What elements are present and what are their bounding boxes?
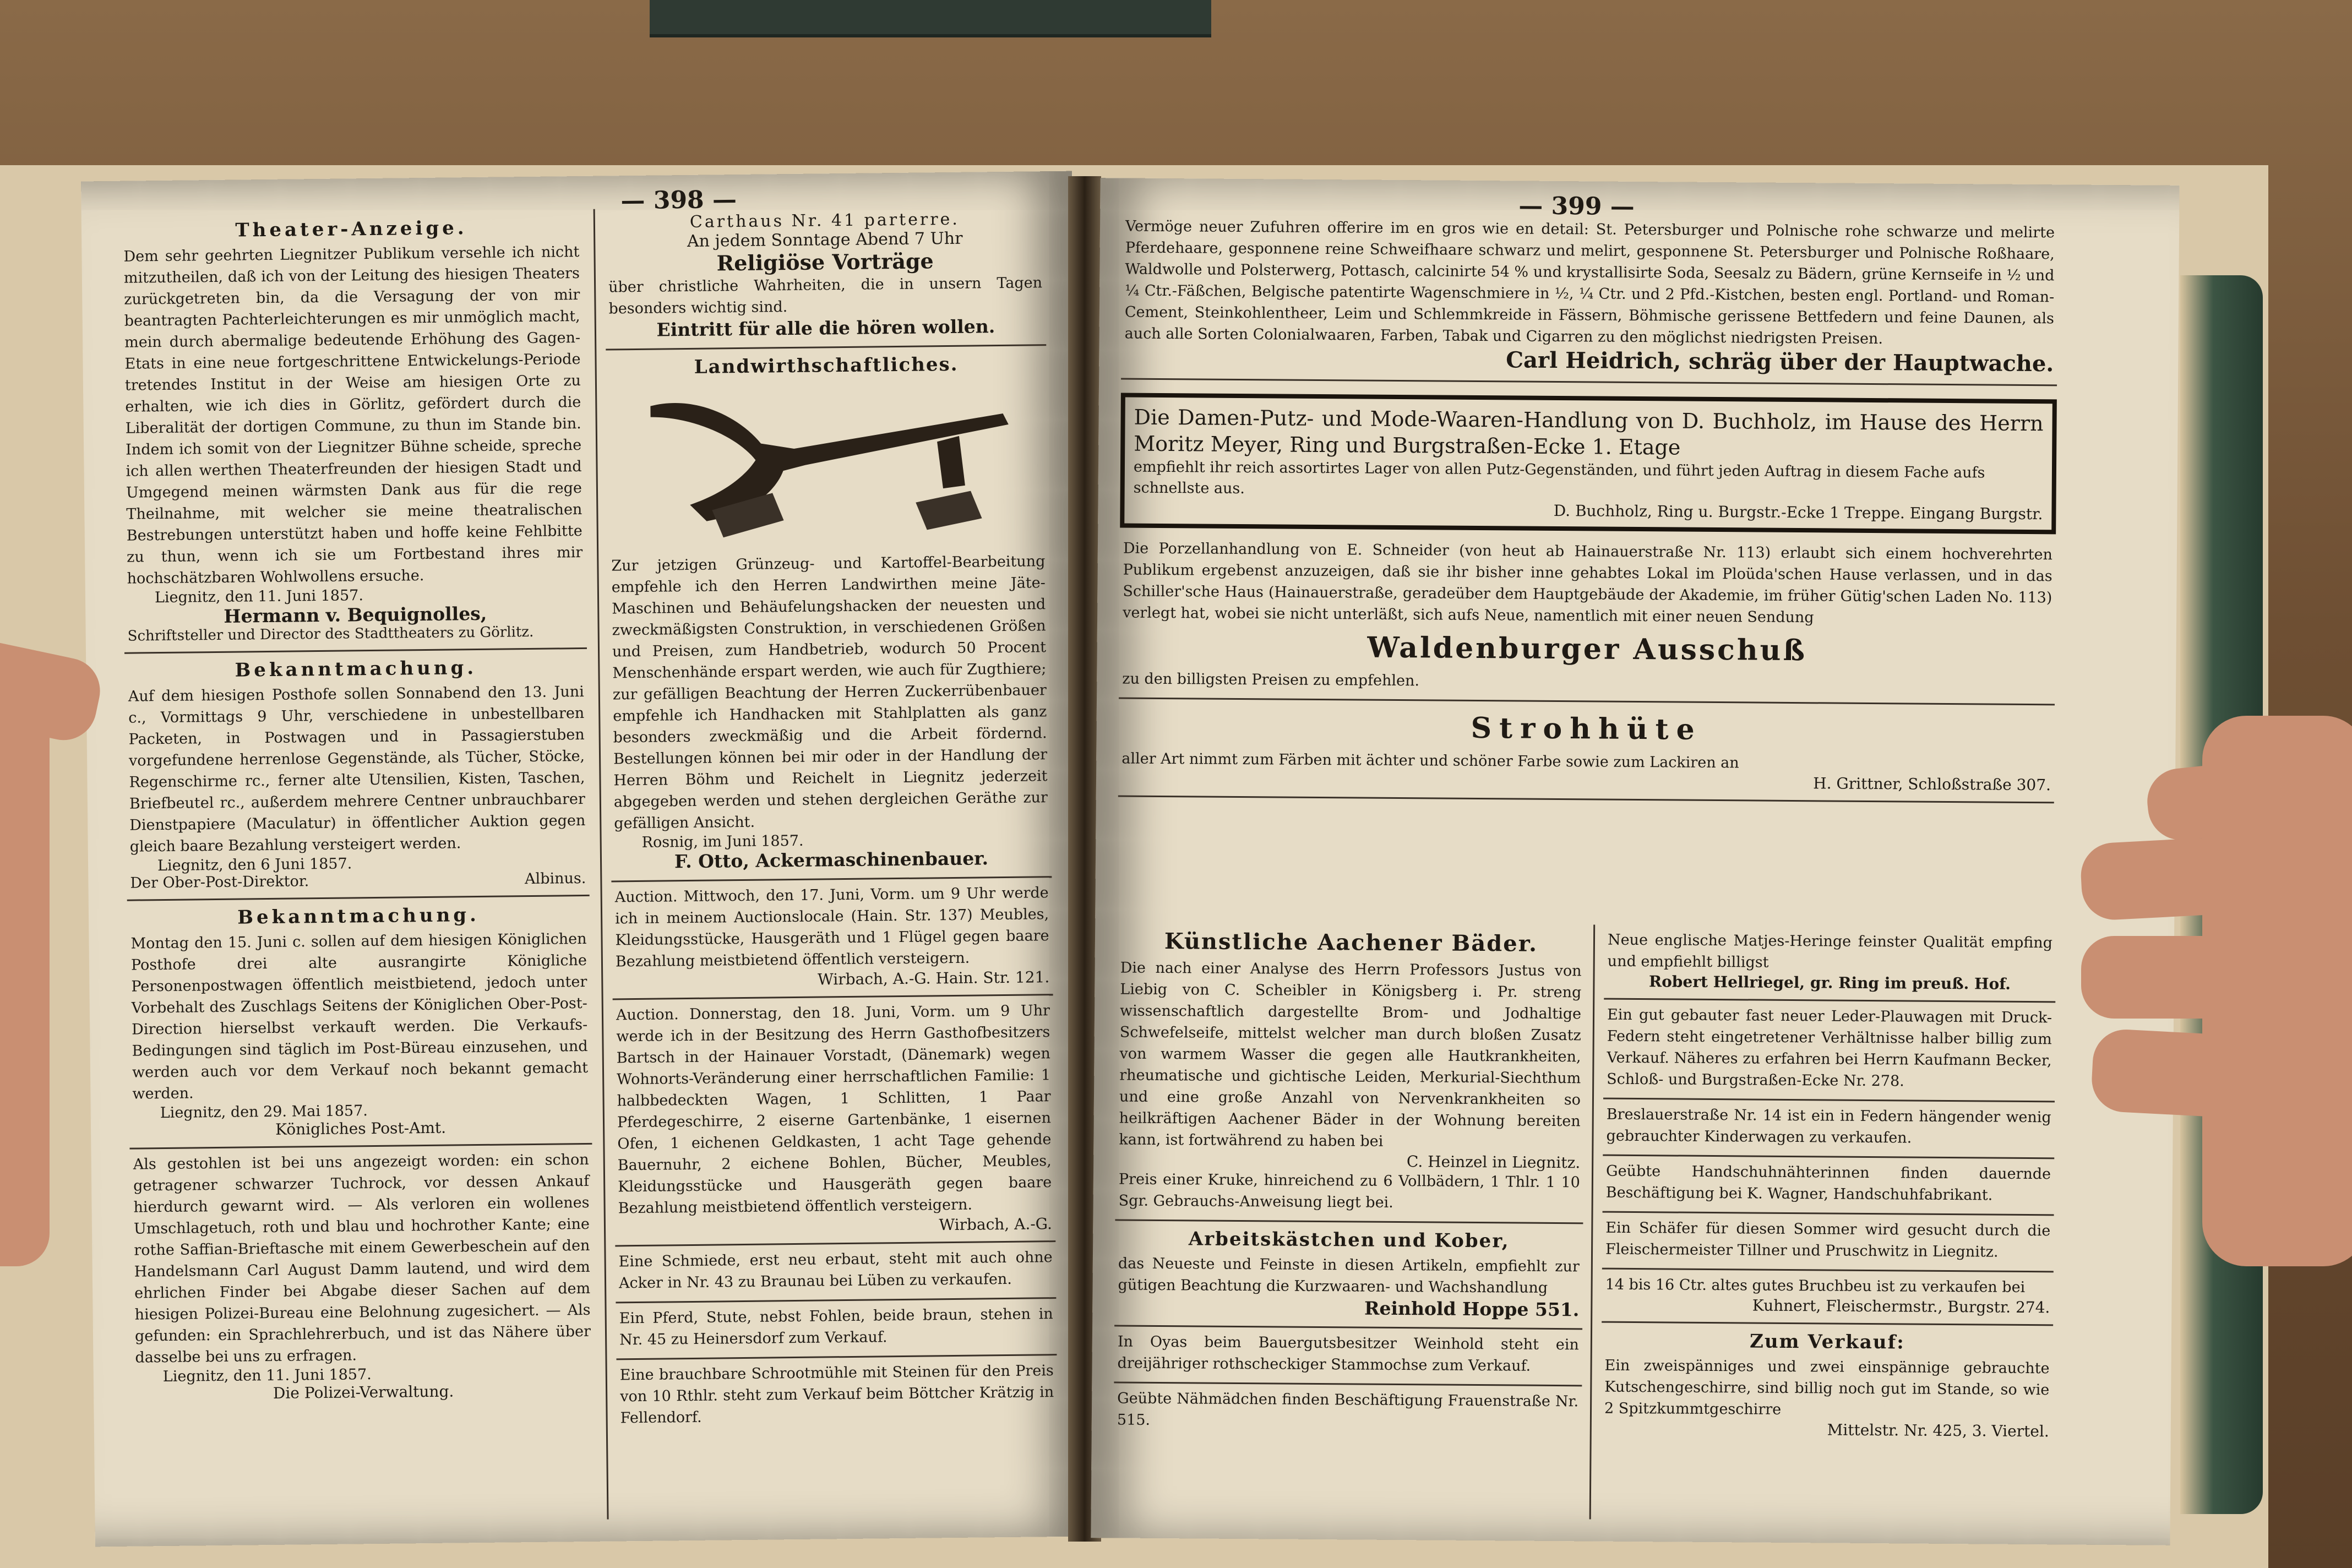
police-text: Als gestohlen ist bei uns angezeigt worden: ein schon getragener schwarzer Tuchrock, vor dessen Ankauf hierdurch gewarnt wird. — Als verloren ein wollenes Umschlagetuch, roth und blau und hochrother Kante; eine rothe Saffian-Brieftasche mit einem Gewerbeschein auf den Handelsmann Carl August Damm lautend, und wird dem ehrlichen Finder bei Abgabe dieser Sachen auf dem hiesigen Polizei-Bureau eine Belohnung zugesichert. — Als gefunden: ein Sprachlehrerbuch, und ist das Nähere über dasselbe bei uns zu erfragen. [133, 1151, 591, 1366]
schneider-text: Die Porzellanhandlung von E. Schneider (von heut ab Hainauerstraße Nr. 113) erlaubt sich einem hochverehrten Publikum ergebenst anzuzeigen, daß sie ihr bisher inne gehabtes Lokal im Ploüda'schen Hause verlassen, und in das Schiller'sche Haus (Hainauerstraße, geradeüber dem Hauptgebäude der Akademie, im früher Gütig'schen Laden No. 113) verlegt hat, wobei sie nicht unterläßt, sich aufs Neue, namentlich mit einer neuen Sendung [1123, 540, 2053, 627]
theater-text: Dem sehr geehrten Liegnitzer Publikum versehle ich nicht mitzutheilen, daß ich von der Leitung des hiesigen Theaters zurückgetreten bin, da die Versagung der von mir beantragten Pachterleichterungen es mir unmöglich macht, mein durch abermalige bedeutende Erhöhung des Gagen-Etats in eine neue fortgeschrittene Entwickelungs-Periode tretendes Institut in der Weise am hiesigen Orte zu erhalten, wie ich dies in Görlitz, gefördert durch die Liberalität der dortigen Commune, zu thun im Stande bin. Indem ich somit von der Liegnitzer Bühne scheide, spreche ich allen werthen Theaterfreunden der hiesigen Stadt und Umgegend meinen wärmsten Dank aus für die rege Theilnahme, mit welcher sie meine theatralischen Bestrebungen unterstützt haben und hoffe keine Fehlbitte zu thun, wenn ich sie um Fortbestand ihres mir hochschätzbaren Wohlwollens ersuche. [123, 243, 583, 587]
bruchbeu-ad [1602, 1270, 2054, 1326]
ad-text: Ein gut gebauter fast neuer Leder-Plauwagen mit Druck-Federn steht eingetretener Verhältnisse halber billig zum Verkauf. Näheres zu erfahren bei Herrn Kaufmann Becker, Schloß- und Burgstraßen-Ecke Nr. 278. [1607, 1006, 2052, 1090]
notice-text: Auf dem hiesigen Posthofe sollen Sonnabend den 13. Juni c., Vormittags 9 Uhr, verschiedene in unbestellbaren Packeten, in Postwagen und in Passagierstuben vorgefundene herrenlose Gegenstände, als Tücher, Stöcke, Regenschirme rc., ferner alte Utensilien, Kisten, Taschen, Briefbeutel rc., außerdem mehrere Centner unbrauchbarer Dienstpapiere (Maculatur) in öffentlicher Auktion gegen gleich baare Bezahlung versteigert werden. [128, 683, 586, 856]
schaefer-ad [1602, 1213, 2054, 1273]
right-hand [2202, 716, 2352, 1266]
heidrich-signer: Carl Heidrich, schräg über der Hauptwache. [1506, 347, 2054, 377]
handschuh-ad [1603, 1156, 2055, 1216]
heidrich-text: Vermöge neuer Zufuhren offerire im en gros wie en detail: St. Petersburger und Polnische rohe schwarze und melirte Pferdehaare, gesponnene reine Schweifhaare schwarz und melirt, gesponnene St. Petersburger und Polnische Roßhaare, Waldwolle und Polsterwerg, Pottasch, calcinirte 54 % und krystallisirte Soda, Seesalz zu Bädern, grüne Kernseife in ½ und ¼ Ctr.-Fäßchen, Belgische patentirte Wagenschmiere in ½, ¼ Ctr. und 2 Pfd.-Kistchen, besten engl. Portland- und Roman-Cement, Steinkohlentheer, Leim und Schlemmkreide in Fässern, Böhmische gerissene Bettfedern und feine Daunen, als auch alle Sorten Colonialwaaren, Farben, Tabak und Cigarren zu den möglichst niedrigsten Preisen. [1124, 217, 2055, 348]
theater-notice [120, 209, 587, 654]
bruchbeu-signer: Kuhnert, Fleischermstr., Burgstr. 274. [1752, 1296, 2050, 1317]
left-hand [0, 661, 50, 1266]
notice-signature: Königliches Post-Amt. [275, 1118, 447, 1139]
police-notice [129, 1145, 595, 1412]
carthaus-ad [605, 204, 1047, 350]
landwirthschaft-signer: F. Otto, Ackermaschinenbauer. [674, 847, 989, 873]
theater-signer-title: Schriftsteller und Director des Stadttheaters zu Görlitz. [127, 623, 534, 645]
page-number-right: — 399 — [1518, 192, 1635, 221]
notice-signature: Der Ober-Post-Direktor. [130, 873, 309, 892]
aachener-baeder-ad [1115, 921, 1585, 1224]
auction-text: Auction. Mittwoch, den 17. Juni, Vorm. um 9 Uhr werde ich in meinem Auctionslocale (Hain. Str. 137) Meubles, Kleidungsstücke, Hausgeräth und 1 Flügel gegen baare Bezahlung meistbietend öffentlich versteigern. [614, 884, 1049, 971]
pferd-ad [616, 1299, 1057, 1360]
notice-post-auction [124, 649, 590, 901]
auction-ad-1 [611, 878, 1053, 1000]
theater-date: Liegnitz, den 11. Juni 1857. [154, 587, 364, 607]
background-book [650, 0, 1211, 37]
notice-text: Montag den 15. Juni c. sollen auf dem hiesigen Königlichen Posthofe drei alte ausrangirte Königliche Personenpostwagen öffentlich meistbietend, jedoch unter Vorbehalt des Zuschlags Seitens der Königlichen Ober-Post-Direction hierselbst verkauft werden. Die Verkaufs-Bedingungen sind täglich im Post-Büreau einzusehen, und werden auch vor dem Verkauf noch bekannt gemacht werden. [130, 930, 589, 1103]
baeder-signer: C. Heinzel in Liegnitz. [1406, 1152, 1581, 1172]
buchholz-title: Die Damen-Putz- und Mode-Waaren-Handlung von D. Buchholz, im Hause des Herrn Moritz Meyer, Ring und Burgstraßen-Ecke 1. Etage [1134, 405, 2044, 460]
matjes-signer: Robert Hellriegel, gr. Ring im preuß. Hof. [1648, 972, 2011, 993]
ad-text: Breslauerstraße Nr. 14 ist ein in Federn hängender wenig gebrauchter Kinderwagen zu verkaufen. [1606, 1106, 2051, 1147]
heidrich-ad [1121, 211, 2058, 386]
auction-text: Auction. Donnerstag, den 18. Juni, Vorm. um 9 Uhr werde ich in der Besitzung des Herrn Gasthofbesitzers Bartsch in der Hainauer Vorstadt, (Dänemark) wegen Wohnorts-Veränderung einer herrschaftlichen Familie: 1 halbbedeckten Wagen, 1 Schlitten, 1 Paar Pferdegeschirre, 2 eiserne Gartenbänke, 1 eisernen Ofen, 1 eichenen Geldkasten, 1 acht Tage gehende Bauernuhr, 2 eichene Bohlen, Bücher, Meubles, Kleidungsstücke und Hausgeräth gegen baare Bezahlung meistbietend öffentlich versteigern. [616, 1002, 1052, 1217]
hoppe-text: das Neueste und Feinste in diesen Artikeln, empfiehlt zur gütigen Beachtung die Kurzwaaren- und Wachshandlung [1118, 1255, 1580, 1297]
baeder-title: Künstliche Aachener Bäder. [1164, 928, 1538, 957]
strohhuete-text: aller Art nimmt zum Färben mit ächter und schöner Farbe sowie zum Lackiren an [1121, 750, 1739, 772]
matjes-ad [1604, 925, 2056, 1003]
strohhuete-signer: H. Grittner, Schloßstraße 307. [1813, 774, 2051, 794]
police-signature: Die Polizei-Verwaltung. [273, 1382, 454, 1402]
carthaus-footer: Eintritt für alle die hören wollen. [656, 315, 995, 341]
ad-text: Eine brauchbare Schrootmühle mit Steinen für den Preis von 10 Rthlr. steht zum Verkauf beim Böttcher Krätzig in Fellendorf. [619, 1362, 1054, 1427]
strohhuete-title: Strohhüte [1471, 711, 1702, 747]
kinderwagen-ad [1603, 1099, 2055, 1159]
right-column-b [1601, 925, 2056, 1449]
ad-text: Geübte Nähmädchen finden Beschäftigung Frauenstraße Nr. 515. [1117, 1390, 1579, 1429]
verkauf-title: Zum Verkauf: [1749, 1330, 1905, 1354]
ad-text: Eine Schmiede, erst neu erbaut, steht mit auch ohne Acker in Nr. 43 zu Braunau bei Lüben zu verkaufen. [618, 1249, 1053, 1292]
ad-text: Ein Schäfer für diesen Sommer wird gesucht durch die Fleischermeister Tillner und Pruschwitz in Liegnitz. [1605, 1219, 2051, 1261]
schmiede-ad [615, 1242, 1056, 1303]
notice-signer: Albinus. [524, 869, 586, 888]
buchholz-ad [1120, 393, 2057, 534]
carthaus-text: über christliche Wahrheiten, die in unsern Tagen besonders wichtig sind. [608, 274, 1043, 318]
schneider-tail: zu den billigsten Preisen zu empfehlen. [1122, 670, 1420, 690]
carthaus-line1: Carthaus Nr. 41 parterre. [689, 209, 960, 232]
notice-postwagen [127, 896, 592, 1150]
ad-text: Ein Pferd, Stute, nebst Fohlen, beide braun, stehen in Nr. 45 zu Heinersdorf zum Verkauf. [619, 1305, 1053, 1349]
verkauf-ad [1601, 1323, 2054, 1449]
verkauf-signer: Mittelstr. Nr. 425, 3. Viertel. [1827, 1420, 2049, 1441]
right-column-a [1114, 921, 1586, 1441]
auction-ad-2 [613, 995, 1056, 1246]
baeder-price: Preis einer Kruke, hinreichend zu 6 Vollbädern, 1 Thlr. 1 10 Sgr. Gebrauchs-Anweisung liegt bei. [1118, 1170, 1581, 1211]
auction-signer: Wirbach, A.-G. [939, 1215, 1053, 1234]
landwirthschaft-heading: Landwirthschaftliches. [694, 353, 959, 378]
weinhold-ad [1114, 1326, 1582, 1386]
muehle-ad [617, 1355, 1058, 1436]
ad-text: Geübte Handschuhnähterinnen finden dauernde Beschäftigung bei K. Wagner, Handschuhfabrikant. [1605, 1162, 2051, 1204]
police-date: Liegnitz, den 11. Juni 1857. [162, 1366, 372, 1386]
baeder-text: Die nach einer Analyse des Herrn Professors Justus von Liebig von C. Scheibler in Königsberg i. Pr. streng wissenschaftlich dargestellte Brom- und Jodhaltige Schwefelseife, mittelst welcher man durch bloßen Zusatz von warmem Wasser die gegen alle Hautkrankheiten, rheumatische und gichtische Leiden, Merkurial-Siechthum und eine große Anzahl von Nervenkrankheiten so heilkräftigen Aachener Bäder in der Wohnung bereiten kann, ist fortwährend zu haben bei [1119, 959, 1582, 1150]
plauwagen-ad [1603, 1000, 2055, 1103]
left-column-2 [605, 204, 1058, 1436]
hoppe-signer: Reinhold Hoppe 551. [1364, 1297, 1580, 1321]
left-column-1 [120, 209, 595, 1412]
naehmaedchen-ad [1114, 1383, 1582, 1441]
notice-date: Liegnitz, den 29. Mai 1857. [160, 1102, 368, 1122]
notice-heading: Bekanntmachung. [235, 657, 477, 682]
column-divider [1589, 924, 1596, 1519]
verkauf-text: Ein zweispänniges und zwei einspännige gebrauchte Kutschengeschirre, sind billig noch gut im Stande, so wie 2 Spitzkummtgeschirre [1604, 1357, 2050, 1418]
schneider-ad [1119, 533, 2056, 705]
right-top-block [1118, 211, 2058, 803]
landwirthschaft-ad [606, 346, 1052, 882]
buchholz-signer: D. Buchholz, Ring u. Burgstr.-Ecke 1 Treppe. Eingang Burgstr. [1553, 501, 2043, 524]
theater-signer: Hermann v. Bequignolles, [224, 602, 487, 627]
plough-illustration [628, 380, 1026, 550]
left-page [81, 171, 1086, 1547]
matjes-text: Neue englische Matjes-Heringe feinster Qualität empfing und empfiehlt billigst [1607, 931, 2053, 971]
schneider-title: Waldenburger Ausschuß [1367, 630, 1807, 668]
carthaus-line2: An jedem Sonntage Abend 7 Uhr [687, 228, 963, 251]
bruchbeu-text: 14 bis 16 Ctr. altes gutes Bruchbeu ist zu verkaufen bei [1605, 1276, 2026, 1296]
landwirthschaft-place: Rosnig, im Juni 1857. [641, 832, 804, 851]
notice-date: Liegnitz, den 6 Juni 1857. [157, 855, 352, 875]
auction-signer: Wirbach, A.-G. Hain. Str. 121. [817, 968, 1050, 989]
theater-heading: Theater-Anzeige. [235, 217, 467, 242]
ad-text: In Oyas beim Bauergutsbesitzer Weinhold steht ein dreijähriger rothscheckiger Stammochse zum Verkauf. [1117, 1333, 1579, 1375]
carthaus-title: Religiöse Vorträge [716, 248, 934, 276]
landwirthschaft-text: Zur jetzigen Grünzeug- und Kartoffel-Bearbeitung empfehle ich den Herren Landwirthen meine Jäte-Maschinen und Behäufelungshacken der neuesten und zweckmäßigsten Construktion, in verschiedenen Größen und Preisen, zum Handbetrieb, wodurch 50 Procent Menschenhände erspart werden, wie auch für Zugthiere; zur gefälligen Beachtung der Herren Zuckerrübenbauer empfehle ich Handhacken mit Stahlplatten als ganz besonders zweckmäßig und die Arbeit fördernd. Bestellungen können bei mir oder in der Handlung der Herren Böhm und Reichelt in Liegnitz jederzeit abgegeben werden und stehen dergleichen Geräthe zur gefälligen Ansicht. [611, 553, 1048, 832]
strohhuete-ad [1118, 699, 2055, 803]
buchholz-text: empfiehlt ihr reich assortirtes Lager von allen Putz-Gegenständen, und führt jeden Auftrag in diesem Fache aufs schnellste aus. [1133, 458, 1985, 498]
page-number-left: — 398 — [620, 186, 737, 215]
notice-heading: Bekanntmachung. [237, 903, 480, 929]
hoppe-ad [1114, 1221, 1583, 1330]
right-page [1091, 178, 2179, 1545]
hoppe-title: Arbeitskästchen und Kober, [1188, 1228, 1510, 1253]
